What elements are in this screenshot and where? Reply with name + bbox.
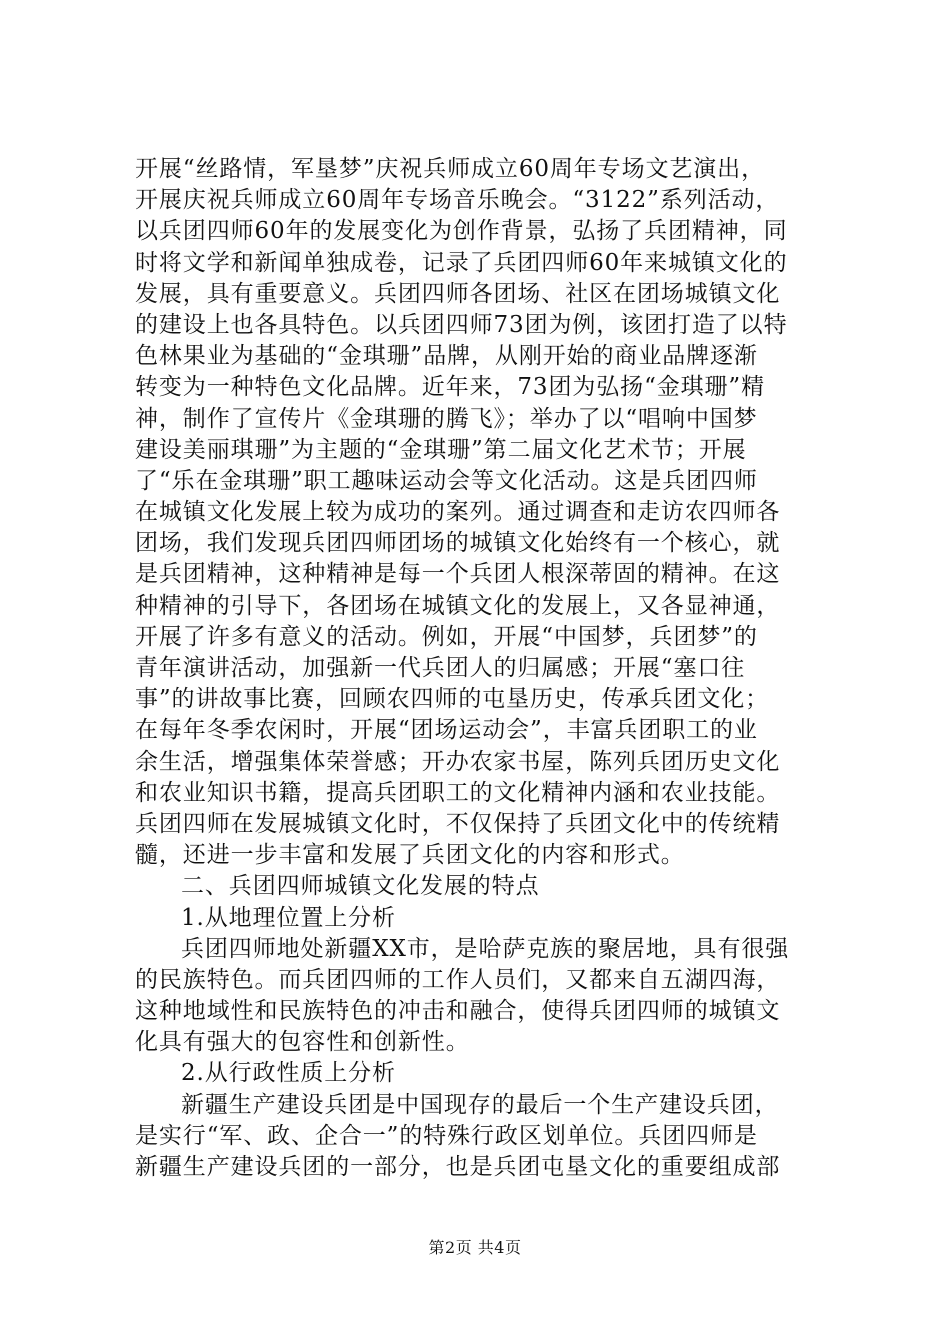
subsection-heading: 2.从行政性质上分析 [181, 1060, 396, 1087]
text-line: 新疆生产建设兵团的一部分，也是兵团屯垦文化的重要组成部 [135, 1154, 781, 1180]
page-footer: 第2页 共4页 [428, 1238, 522, 1257]
text-line: 青年演讲活动，加强新一代兵团人的归属感；开展“塞口往 [135, 655, 746, 681]
text-line: 团场，我们发现兵团四师团场的城镇文化始终有一个核心，就 [135, 530, 781, 557]
section-heading: 二、兵团四师城镇文化发展的特点 [181, 873, 540, 900]
subsection-heading: 1.从地理位置上分析 [181, 904, 396, 931]
text-line: 的建设上也各具特色。以兵团四师73团为例，该团打造了以特 [135, 311, 788, 338]
text-line: 开展了许多有意义的活动。例如，开展“中国梦，兵团梦”的 [135, 623, 758, 650]
text-line: 开展庆祝兵师成立60周年专场音乐晚会。“3122”系列活动， [135, 187, 780, 214]
text-line: 在每年冬季农闲时，开展“团场运动会”，丰富兵团职工的业 [135, 717, 758, 744]
text-line: 兵团四师地处新疆XX市，是哈萨克族的聚居地，具有很强 [181, 935, 790, 962]
text-line: 是兵团精神，这种精神是每一个兵团人根深蒂固的精神。在这 [135, 561, 781, 588]
text-line: 以兵团四师60年的发展变化为创作背景，弘扬了兵团精神，同 [135, 218, 788, 245]
text-line: 髓，还进一步丰富和发展了兵团文化的内容和形式。 [135, 842, 685, 869]
body-text [135, 154, 835, 1183]
text-line: 色林果业为基础的“金琪珊”品牌，从刚开始的商业品牌逐渐 [135, 343, 758, 370]
text-line: 化具有强大的包容性和创新性。 [135, 1029, 470, 1056]
text-line: 这种地域性和民族特色的冲击和融合，使得兵团四师的城镇文 [135, 998, 781, 1025]
text-line: 时将文学和新闻单独成卷，记录了兵团四师60年来城镇文化的 [135, 249, 788, 276]
text-line: 转变为一种特色文化品牌。近年来，73团为弘扬“金琪珊”精 [135, 374, 765, 401]
text-line: 种精神的引导下，各团场在城镇文化的发展上，又各显神通， [135, 592, 781, 619]
text-line: 开展“丝路情，军垦梦”庆祝兵师成立60周年专场文艺演出， [135, 156, 765, 182]
text-line: 新疆生产建设兵团是中国现存的最后一个生产建设兵团， [181, 1091, 779, 1118]
text-line: 余生活，增强集体荣誉感；开办农家书屋，陈列兵团历史文化 [135, 748, 781, 775]
text-line: 在城镇文化发展上较为成功的案列。通过调查和走访农四师各 [135, 499, 781, 526]
text-line: 和农业知识书籍，提高兵团职工的文化精神内涵和农业技能。 [135, 779, 781, 806]
text-line: 事”的讲故事比赛，回顾农四师的屯垦历史，传承兵团文化； [135, 686, 770, 713]
text-line: 兵团四师在发展城镇文化时，不仅保持了兵团文化中的传统精 [135, 810, 781, 837]
text-line: 神，制作了宣传片《金琪珊的腾飞》；举办了以“唱响中国梦 [135, 405, 758, 432]
text-line: 建设美丽琪珊”为主题的“金琪珊”第二届文化艺术节；开展 [135, 436, 747, 463]
text-line: 发展，具有重要意义。兵团四师各团场、社区在团场城镇文化 [135, 280, 781, 307]
text-line: 是实行“军、政、企合一”的特殊行政区划单位。兵团四师是 [135, 1122, 758, 1149]
text-line: 了“乐在金琪珊”职工趣味运动会等文化活动。这是兵团四师 [135, 467, 758, 494]
text-line: 的民族特色。而兵团四师的工作人员们，又都来自五湖四海， [135, 966, 781, 993]
